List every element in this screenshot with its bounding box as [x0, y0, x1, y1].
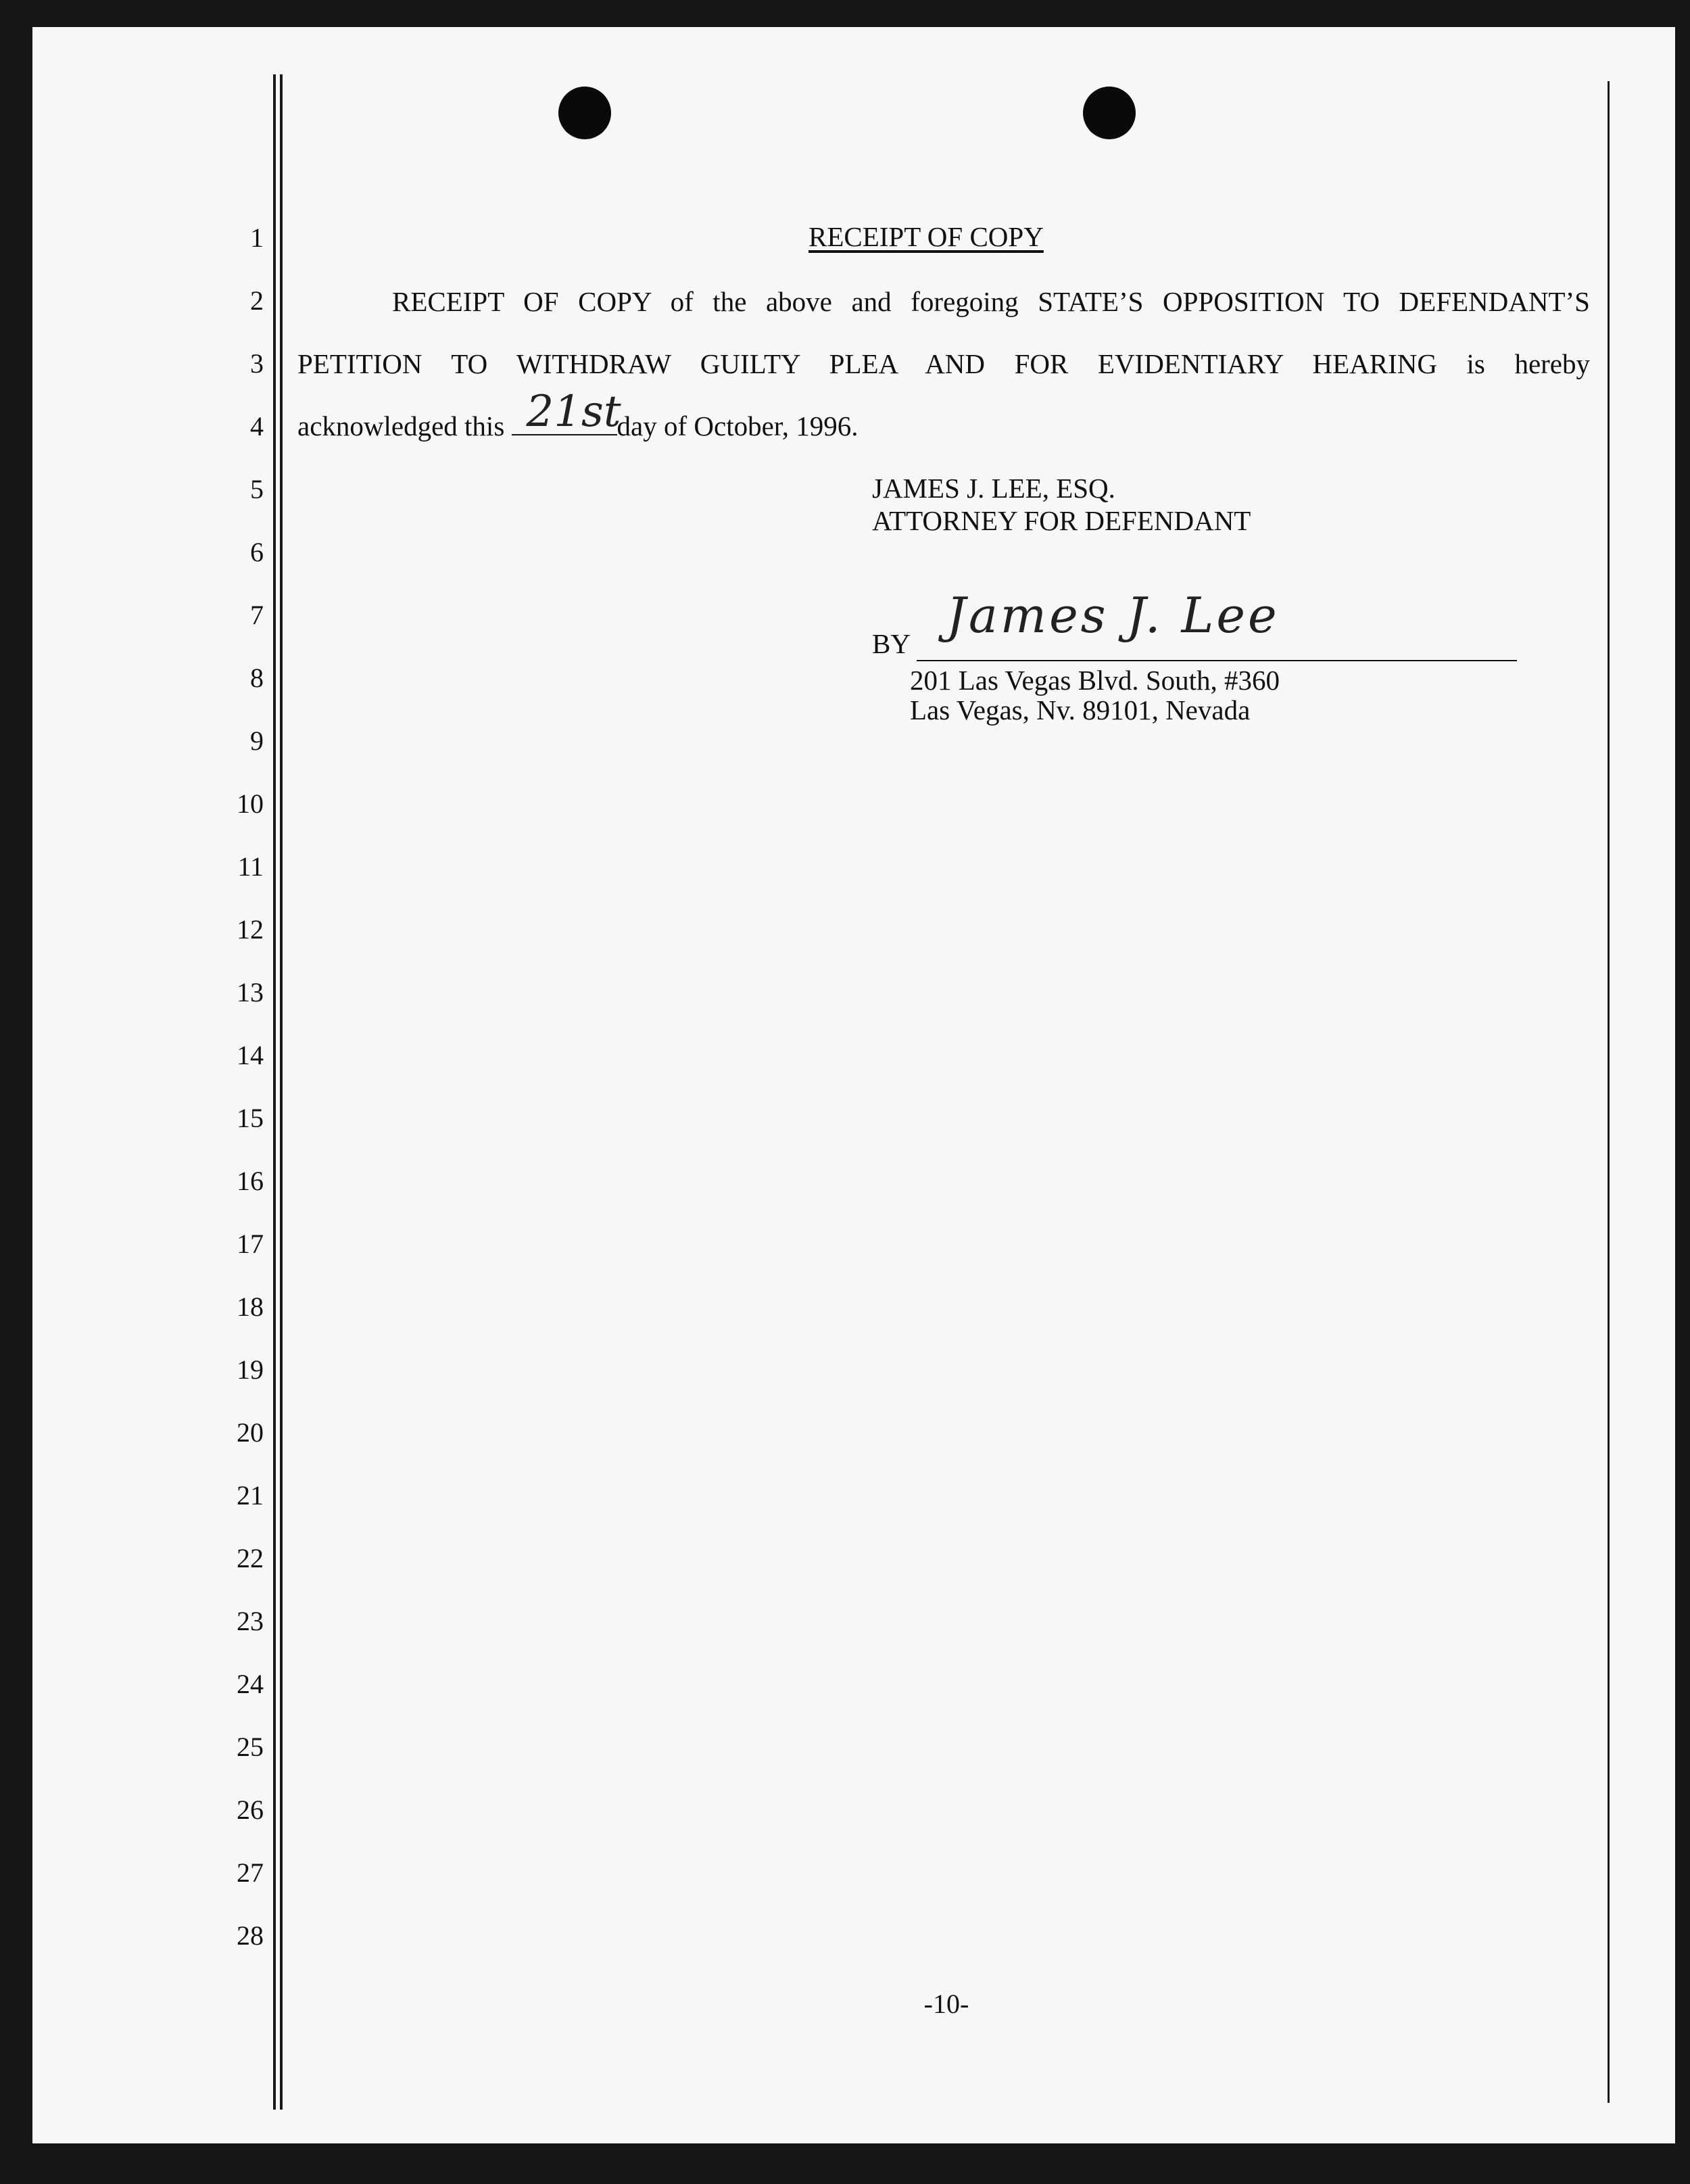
handwritten-day: 21st [526, 387, 621, 437]
line-number: 27 [237, 1857, 264, 1888]
line-number: 17 [237, 1229, 264, 1259]
line-number: 18 [237, 1291, 264, 1322]
signature: James J. Lee [946, 587, 1280, 644]
line-number: 23 [237, 1606, 264, 1636]
line-number: 12 [237, 914, 264, 945]
body-line-3 [297, 387, 859, 442]
line-number: 4 [250, 411, 264, 442]
body-line-1 [297, 285, 1590, 318]
page-number: -10- [923, 1989, 969, 2019]
day-fill-blank [512, 387, 621, 437]
document-page [32, 27, 1675, 2143]
right-margin-rule [1608, 81, 1610, 2103]
line-number: 9 [250, 726, 264, 756]
line-number: 15 [237, 1103, 264, 1133]
line-number: 7 [250, 600, 264, 630]
line-number: 28 [237, 1920, 264, 1951]
line-number: 8 [250, 663, 264, 693]
punch-hole-right [1083, 87, 1136, 139]
acknowledged-label: acknowledged this [297, 410, 505, 442]
body-line-2 [297, 348, 1590, 380]
body-line-1-text: RECEIPT OF COPY of the above and foregoing STATE’S OPPOSITION TO DEFENDANT’S [392, 286, 1590, 317]
address-line-2: Las Vegas, Nv. 89101, Nevada [910, 694, 1251, 726]
line-number: 2 [250, 285, 264, 316]
date-remainder: day of October, 1996. [617, 410, 859, 442]
address-line-1: 201 Las Vegas Blvd. South, #360 [910, 665, 1280, 696]
line-number: 16 [237, 1166, 264, 1196]
attorney-role: ATTORNEY FOR DEFENDANT [872, 505, 1251, 536]
body-line-2-text: PETITION TO WITHDRAW GUILTY PLEA AND FOR EVIDENTIARY HEARING is hereby [297, 348, 1590, 379]
line-number: 14 [237, 1040, 264, 1070]
line-number: 6 [250, 537, 264, 567]
left-margin-rule-inner [280, 74, 283, 2110]
line-number: 24 [237, 1669, 264, 1699]
document-title: RECEIPT OF COPY [808, 221, 1044, 252]
line-number: 13 [237, 977, 264, 1007]
line-number: 25 [237, 1732, 264, 1762]
line-number: 20 [237, 1417, 264, 1448]
line-number: 1 [250, 222, 264, 253]
line-number: 10 [237, 788, 264, 819]
line-number: 19 [237, 1354, 264, 1385]
left-margin-rule-outer [273, 74, 276, 2110]
punch-hole-left [558, 87, 611, 139]
line-number: 21 [237, 1480, 264, 1511]
line-number: 11 [237, 851, 264, 882]
attorney-name: JAMES J. LEE, ESQ. [872, 473, 1115, 504]
line-number: 22 [237, 1543, 264, 1573]
signature-line [917, 660, 1517, 661]
line-number: 26 [237, 1795, 264, 1825]
line-number: 5 [250, 474, 264, 504]
line-number: 3 [250, 348, 264, 379]
by-label: BY [872, 628, 911, 659]
